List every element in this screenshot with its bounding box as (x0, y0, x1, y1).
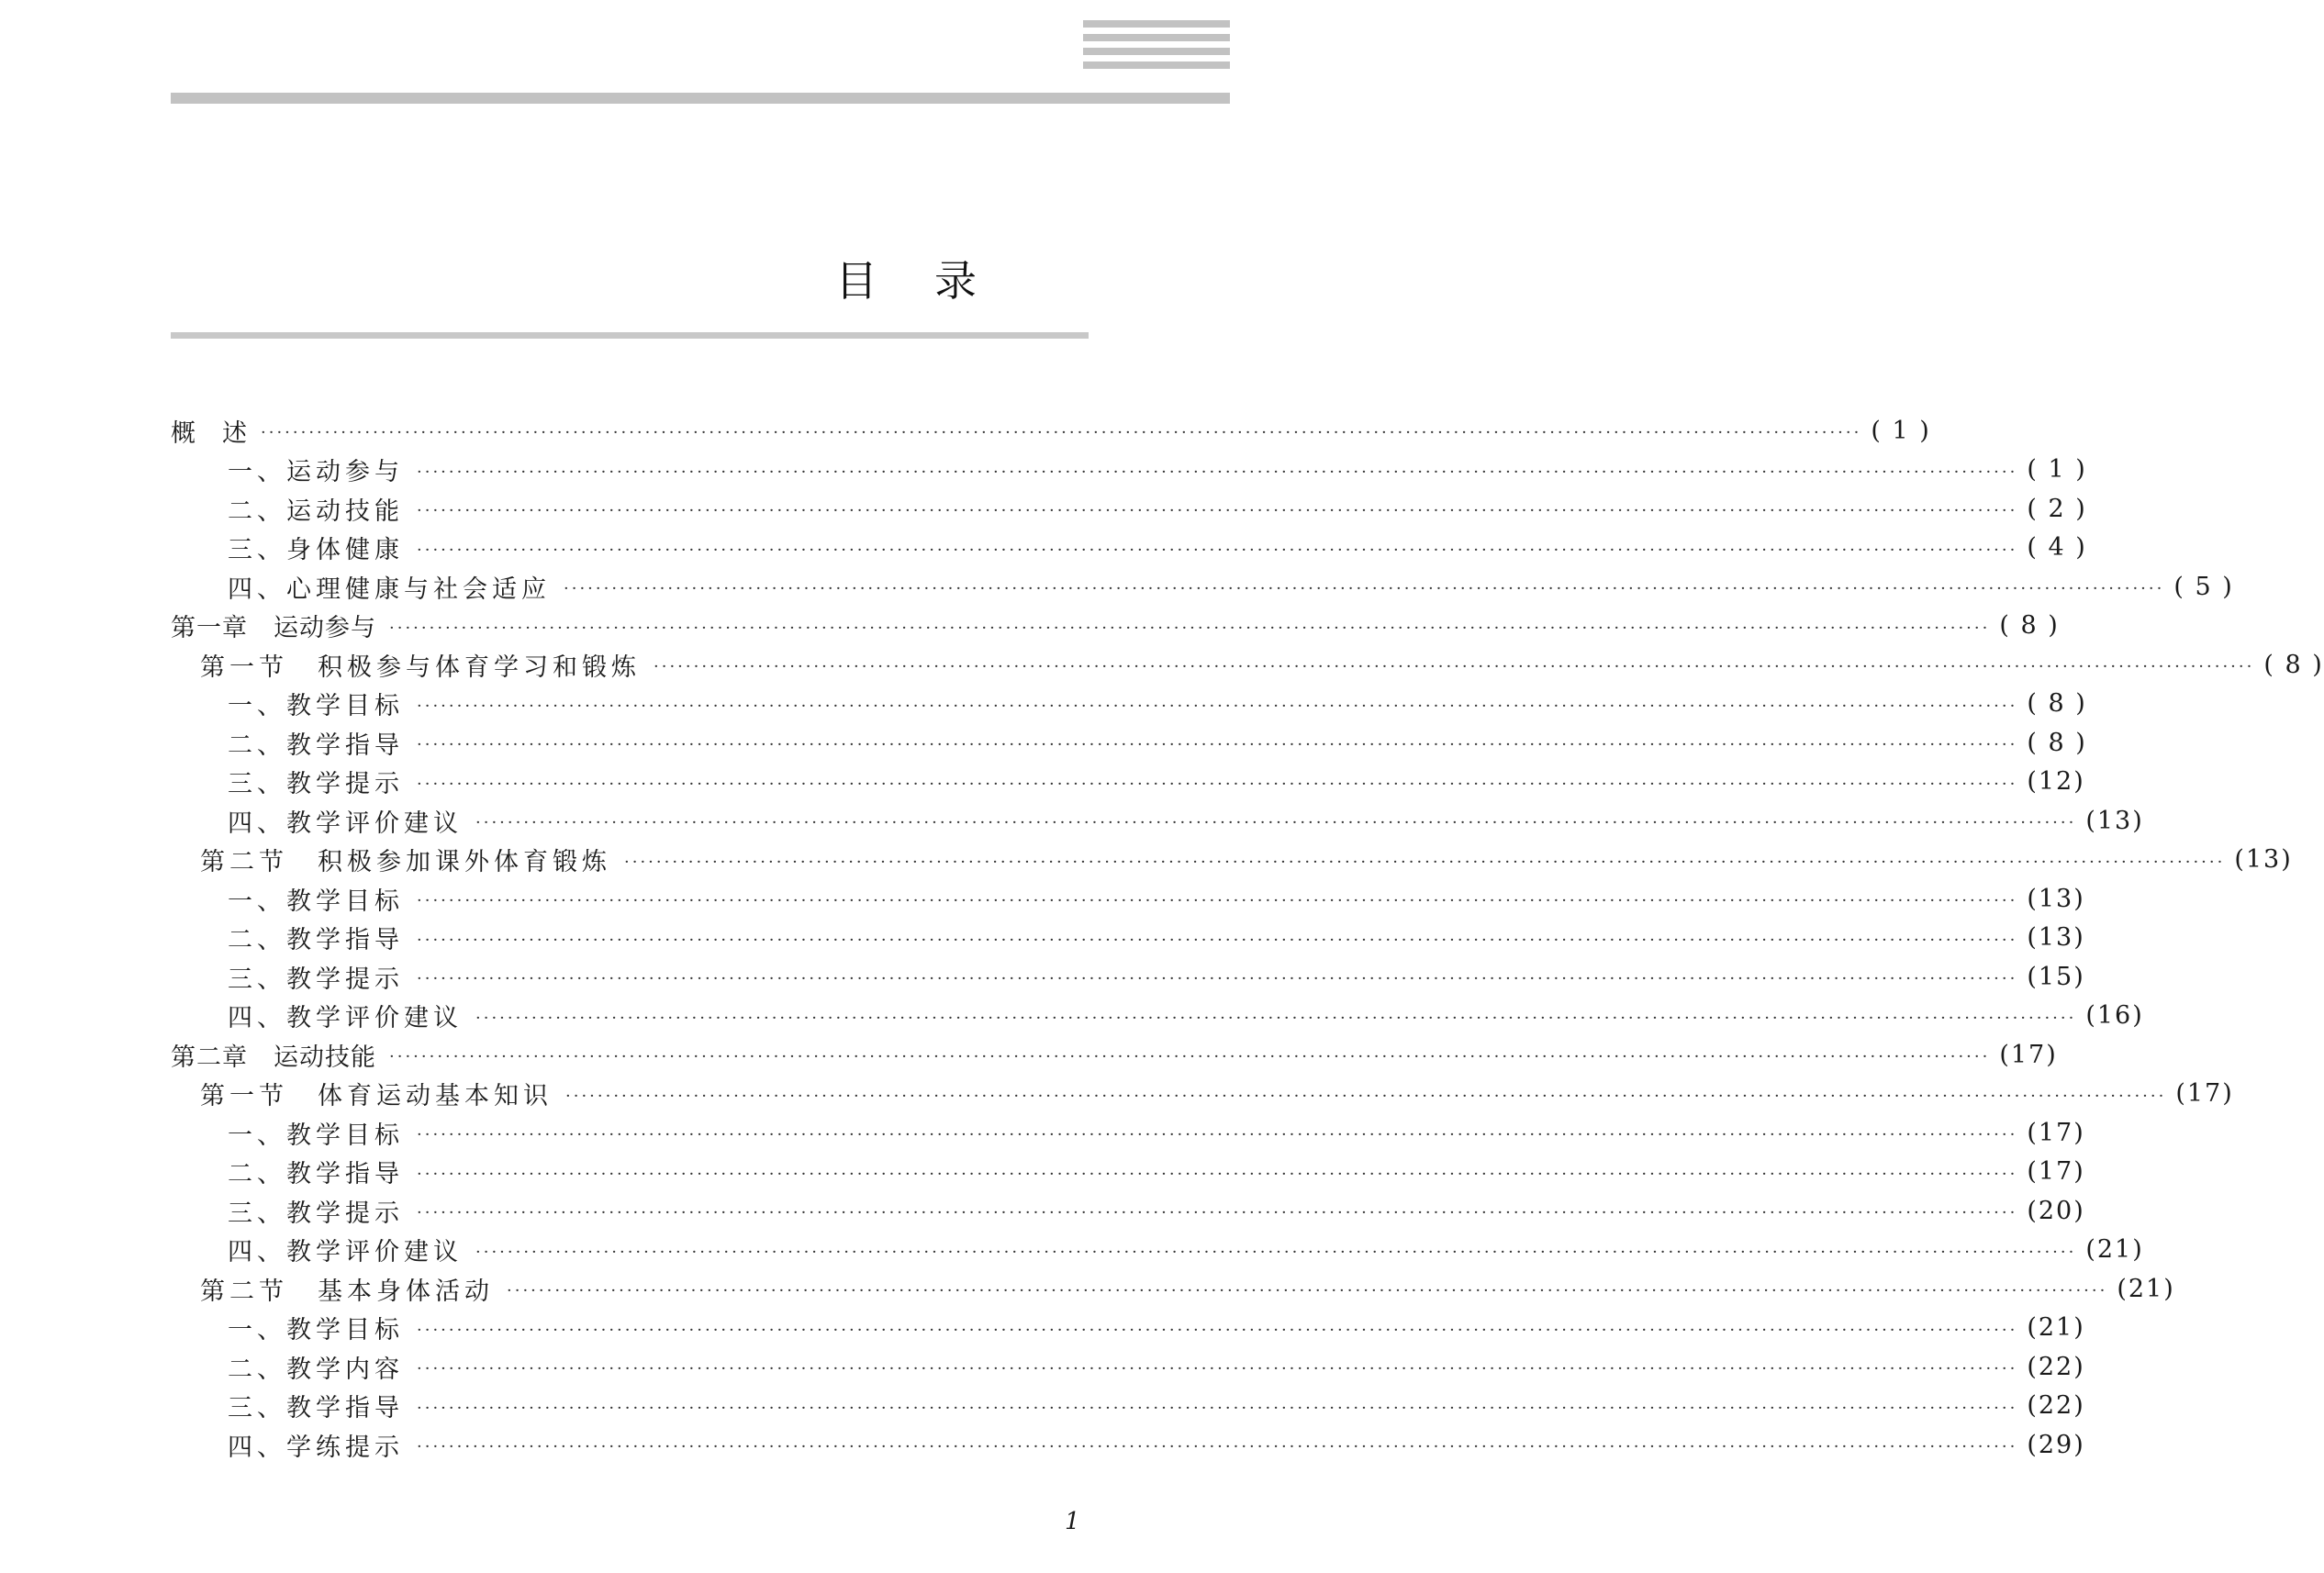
toc-entry-label: 一、运动参与 (228, 458, 404, 487)
toc-entry[interactable] (171, 489, 2087, 529)
toc-leader-dots: ········································································································································································································ (475, 1008, 2077, 1028)
stripe (1083, 61, 1230, 69)
toc-entry-page: (21) (2085, 1235, 2144, 1265)
toc-entry-label: 三、教学提示 (228, 965, 404, 994)
toc-entry-page: (12) (2027, 767, 2085, 797)
toc-entry-label: 概 述 (171, 418, 248, 448)
toc-entry[interactable] (171, 1191, 2085, 1231)
toc-entry-page: (17) (2175, 1079, 2234, 1109)
toc-entry-label: 三、身体健康 (228, 536, 404, 565)
toc-entry-label: 二、教学内容 (228, 1355, 404, 1384)
toc-leader-dots: ········································································································································································································ (417, 891, 2018, 911)
toc-entry-label: 二、教学指导 (228, 731, 404, 760)
toc-entry-page: (16) (2085, 1001, 2144, 1031)
toc-entry-page: ( 1 ) (1871, 416, 1931, 445)
toc-entry-label: 三、教学指导 (228, 1394, 404, 1423)
toc-leader-dots: ········································································································································································································ (417, 696, 2018, 716)
toc-leader-dots: ········································································································································································································ (507, 1281, 2108, 1301)
toc-entry-label: 四、教学评价建议 (228, 809, 463, 838)
toc-entry-page: (13) (2234, 845, 2293, 875)
toc-entry[interactable] (171, 1075, 2234, 1114)
toc-leader-dots: ········································································································································································································ (261, 423, 1862, 443)
toc-entry[interactable] (171, 1113, 2085, 1153)
toc-entry[interactable] (171, 919, 2085, 958)
toc-entry-page: ( 8 ) (2027, 689, 2087, 719)
toc-entry-label: 一、教学目标 (228, 1316, 404, 1345)
toc-leader-dots: ········································································································································································································ (475, 813, 2077, 833)
toc-leader-dots: ········································································································································································································ (417, 1320, 2018, 1340)
toc-leader-dots: ········································································································································································································ (417, 735, 2018, 755)
toc-leader-dots: ········································································································································································································ (417, 462, 2018, 482)
toc-entry-label: 四、教学评价建议 (228, 1004, 463, 1033)
toc-entry[interactable] (171, 1387, 2085, 1426)
toc-entry-page: (13) (2085, 806, 2144, 835)
toc-entry[interactable] (171, 1425, 2085, 1465)
toc-entry[interactable] (171, 879, 2085, 919)
toc-entry-label: 第二章 运动技能 (171, 1043, 376, 1072)
toc-entry[interactable] (171, 1347, 2085, 1387)
toc-entry-page: ( 8 ) (2027, 728, 2087, 757)
header-decoration-stripes (1083, 20, 1230, 75)
toc-entry-page: ( 8 ) (1999, 611, 2060, 641)
toc-entry-page: (21) (2027, 1313, 2085, 1343)
toc-entry-page: (20) (2027, 1196, 2085, 1225)
toc-entry-page: ( 5 ) (2173, 572, 2234, 601)
toc-entry[interactable] (171, 763, 2085, 802)
toc-leader-dots: ········································································································································································································ (417, 1359, 2018, 1379)
toc-entry-label: 第二节 积极参加课外体育锻炼 (200, 848, 611, 877)
toc-entry-page: ( 8 ) (2263, 650, 2324, 679)
toc-entry-page: ( 4 ) (2027, 533, 2087, 563)
toc-entry-label: 二、运动技能 (228, 496, 404, 526)
toc-entry[interactable] (171, 841, 2293, 880)
toc-entry-page: (29) (2027, 1430, 2085, 1459)
toc-entry[interactable] (171, 723, 2087, 763)
toc-entry-label: 四、教学评价建议 (228, 1238, 463, 1267)
stripe (1083, 48, 1230, 55)
toc-leader-dots: ········································································································································································································ (389, 618, 1991, 638)
toc-entry[interactable] (171, 529, 2087, 568)
toc-entry-label: 第一节 积极参与体育学习和锻炼 (200, 653, 641, 682)
toc-entry[interactable] (171, 451, 2087, 490)
toc-leader-dots: ········································································································································································································ (417, 1164, 2018, 1184)
toc-entry-page: (17) (1999, 1040, 2058, 1069)
toc-leader-dots: ········································································································································································································ (654, 657, 2255, 677)
toc-leader-dots: ········································································································································································································ (417, 930, 2018, 950)
toc-entry-page: (13) (2027, 884, 2085, 913)
title-divider (171, 332, 1089, 339)
toc-leader-dots: ········································································································································································································ (417, 1203, 2018, 1223)
toc-entry-label: 四、心理健康与社会适应 (228, 575, 551, 604)
toc-entry-page: ( 2 ) (2027, 494, 2087, 523)
toc-entry[interactable] (171, 1035, 2058, 1075)
toc-leader-dots: ········································································································································································································ (417, 501, 2018, 521)
toc-leader-dots: ········································································································································································································ (417, 540, 2018, 560)
toc-leader-dots: ········································································································································································································ (389, 1047, 1991, 1067)
toc-entry-label: 第二节 基本身体活动 (200, 1277, 494, 1306)
toc-entry-page: (17) (2027, 1118, 2085, 1147)
toc-leader-dots: ········································································································································································································ (624, 852, 2226, 872)
toc-entry[interactable] (171, 997, 2144, 1036)
toc-entry-page: (22) (2027, 1391, 2085, 1421)
page-title: 目录 (835, 256, 1034, 306)
stripe (1083, 34, 1230, 41)
toc-leader-dots: ········································································································································································································ (417, 774, 2018, 794)
toc-entry[interactable] (171, 801, 2144, 841)
table-of-contents (171, 411, 2324, 1465)
toc-entry-label: 一、教学目标 (228, 692, 404, 721)
toc-entry[interactable] (171, 957, 2085, 997)
toc-leader-dots: ········································································································································································································ (475, 1242, 2077, 1262)
toc-entry[interactable] (171, 685, 2087, 724)
toc-entry-page: (13) (2027, 923, 2085, 953)
toc-leader-dots: ········································································································································································································ (417, 1398, 2018, 1418)
toc-leader-dots: ········································································································································································································ (417, 1125, 2018, 1145)
toc-entry-label: 三、教学提示 (228, 770, 404, 799)
toc-entry-page: (17) (2027, 1157, 2085, 1187)
toc-entry-label: 二、教学指导 (228, 1160, 404, 1189)
toc-entry[interactable] (171, 607, 2060, 646)
toc-entry-page: ( 1 ) (2027, 455, 2087, 485)
toc-entry-label: 四、学练提示 (228, 1433, 404, 1462)
toc-entry-label: 一、教学目标 (228, 887, 404, 916)
toc-entry-page: (15) (2027, 962, 2085, 991)
toc-entry[interactable] (171, 1269, 2175, 1309)
header-rule (171, 93, 1230, 104)
toc-entry[interactable] (171, 411, 1931, 451)
toc-entry-label: 二、教学指导 (228, 926, 404, 955)
page-number: 1 (1065, 1508, 1080, 1535)
toc-leader-dots: ········································································································································································································ (565, 1086, 2167, 1106)
toc-entry-label: 第一节 体育运动基本知识 (200, 1082, 553, 1111)
toc-entry[interactable] (171, 1153, 2085, 1192)
toc-entry-label: 一、教学目标 (228, 1121, 404, 1150)
stripe (1083, 20, 1230, 28)
toc-entry-label: 第一章 运动参与 (171, 614, 376, 643)
toc-entry-page: (21) (2117, 1274, 2175, 1303)
toc-leader-dots: ········································································································································································································ (417, 969, 2018, 989)
toc-entry[interactable] (171, 567, 2234, 607)
toc-leader-dots: ········································································································································································································ (417, 1437, 2018, 1457)
toc-entry-page: (22) (2027, 1352, 2085, 1381)
toc-entry[interactable] (171, 1231, 2144, 1270)
toc-entry[interactable] (171, 645, 2324, 685)
toc-leader-dots: ········································································································································································································ (564, 579, 2165, 599)
toc-entry-label: 三、教学提示 (228, 1199, 404, 1228)
toc-entry[interactable] (171, 1309, 2085, 1348)
